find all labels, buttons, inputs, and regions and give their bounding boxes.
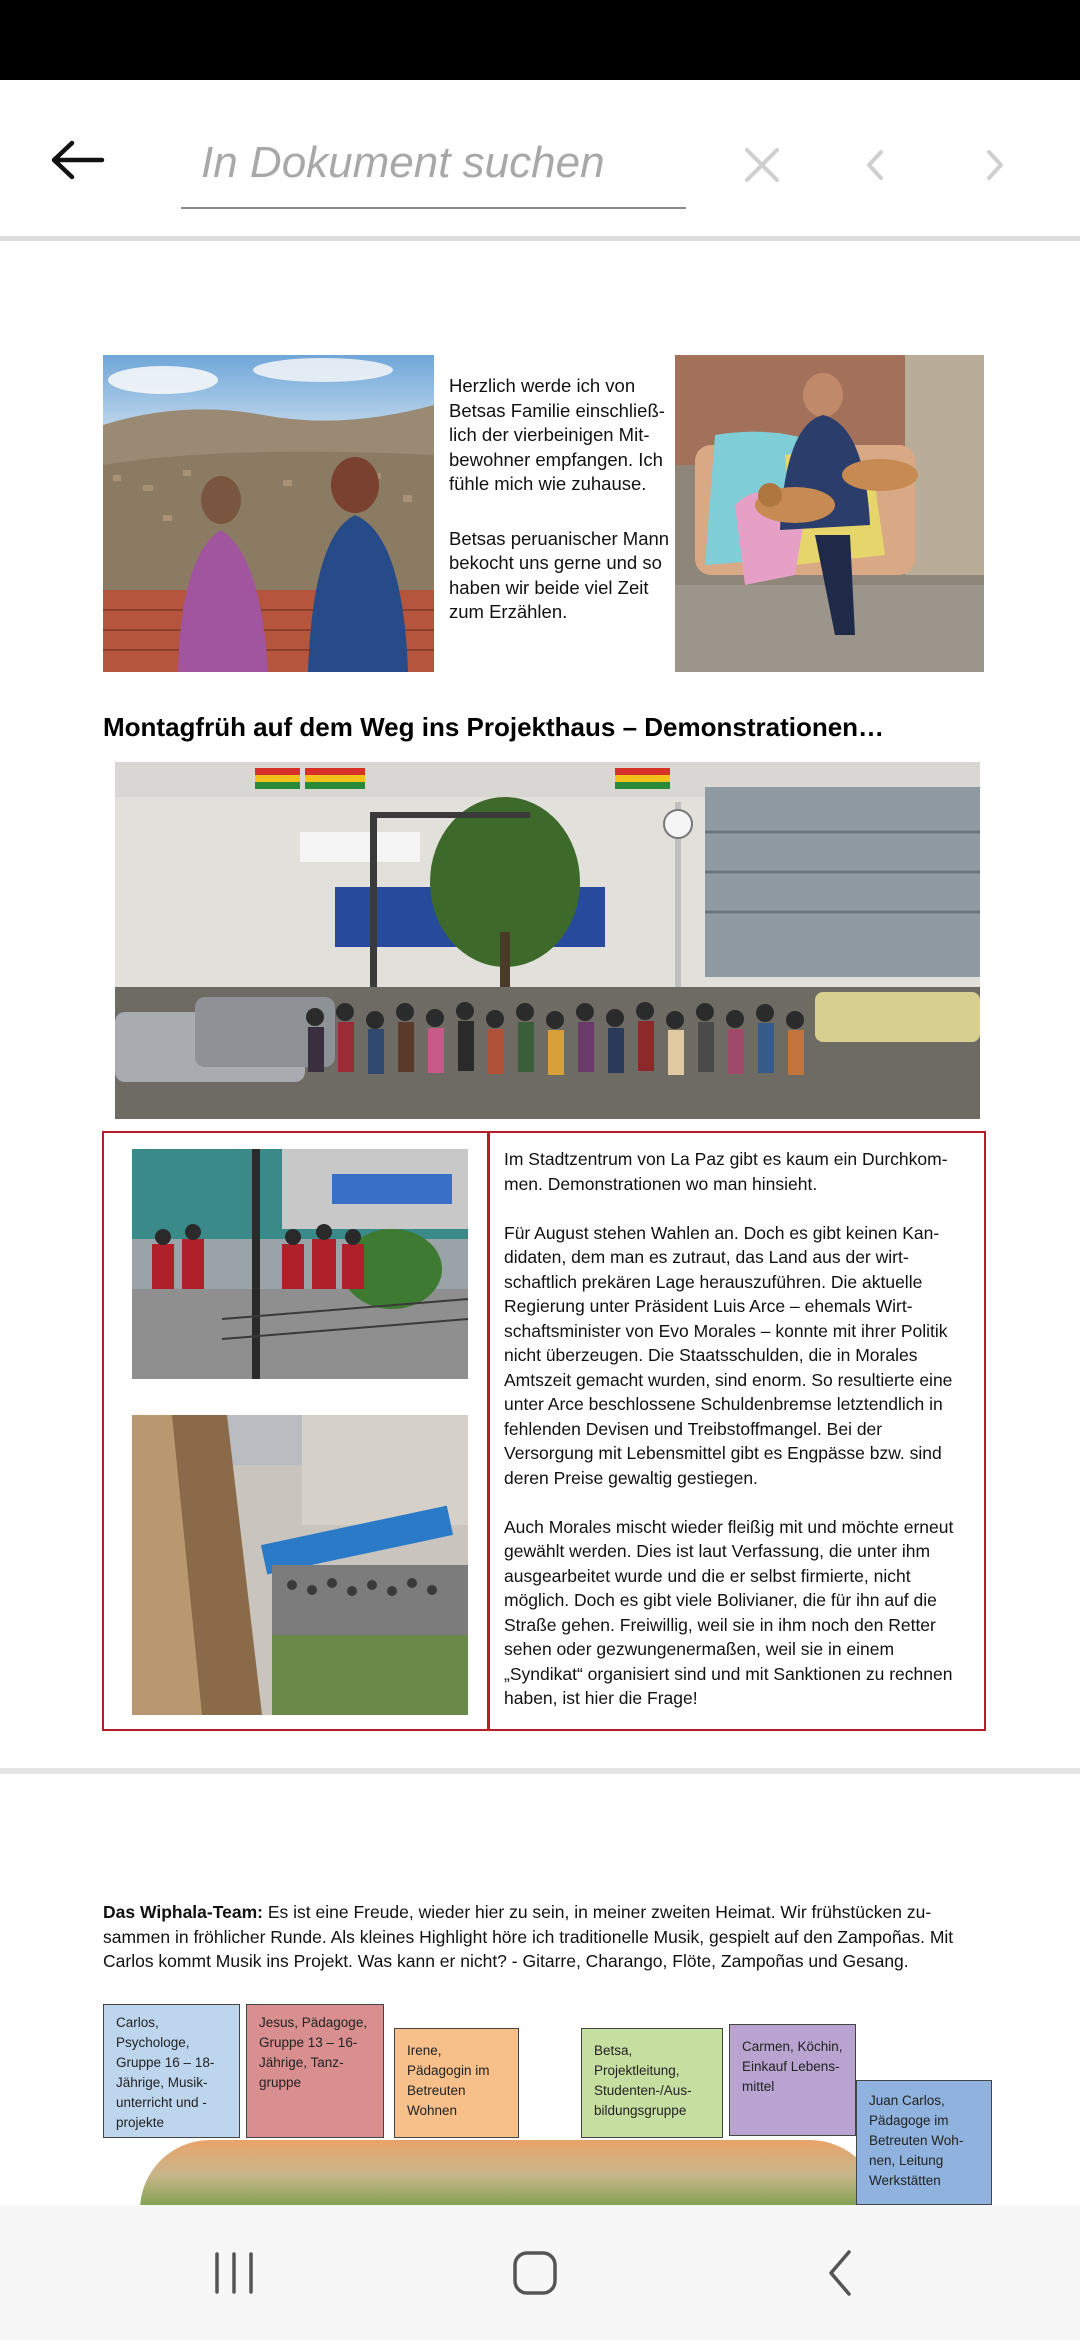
team-member-text: Betsa, Projektleitung, Studenten-/Ausbildungsgruppe [594, 2043, 692, 2118]
intro-paragraph-1: Herzlich werde ich von Betsas Familie einschließlich der vierbeinigen Mitbewohner empfangen. Ich fühle mich wie zuhause. [449, 375, 665, 494]
next-result-button[interactable] [962, 132, 1028, 198]
chevron-left-icon [864, 148, 886, 182]
home-button[interactable] [435, 2205, 635, 2340]
photo-demonstration-street [115, 762, 980, 1119]
section-heading: Montagfrüh auf dem Weg ins Projekthaus – Demonstrationen… [103, 712, 885, 742]
home-icon [511, 2249, 559, 2297]
team-member-card-5 [729, 2024, 856, 2136]
arrow-left-icon [50, 140, 106, 180]
system-back-button[interactable] [740, 2205, 940, 2340]
photo-woman-with-dogs [675, 355, 984, 672]
demonstration-info-box [102, 1131, 986, 1731]
back-button[interactable] [40, 122, 116, 198]
team-member-card-4 [581, 2028, 723, 2138]
team-member-card-6 [856, 2080, 992, 2205]
demonstration-text [504, 1147, 974, 1711]
search-field [181, 124, 686, 209]
box-paragraph-3: Auch Morales mischt wieder fleißig mit und möchte erneut gewählt werden. Dies ist laut Verfassung, die unter ihm ausgearbeitet wurde und die er selbst firmierte, nicht möglich. Doch es gibt viele Bolivianer, die für ihn auf die Straße gehen. Freiwillig, weil sie in ihm noch den Retter sehen oder gezwungenermaßen, weil sie in einem „Syndikat“ organisiert sind und mit Sanktionen zu rechnen haben, ist hier die Frage! [504, 1516, 954, 1708]
clear-search-button[interactable] [729, 132, 795, 198]
team-label: Das Wiphala-Team: [103, 1902, 263, 1922]
team-intro-text [103, 1900, 983, 1974]
team-member-text: Jesus, Pädagoge, Gruppe 13 – 16-Jährige, Tanzgruppe [259, 2015, 368, 2090]
team-member-text: Carmen, Köchin, Einkauf Lebensmittel [742, 2039, 843, 2094]
team-member-text: Irene, Pädagogin im Betreuten Wohnen [407, 2043, 490, 2118]
team-description: Es ist eine Freude, wieder hier zu sein, in meiner zweiten Heimat. Wir frühstücken zusammen in fröhlicher Runde. Als kleines Highlight höre ich traditionelle Musik, gespielt auf den Zampoñas. Mit Carlos kommt Musik ins Projekt. Was kann er nicht? - Gitarre, Charango, Flöte, Zampoñas und Gesang. [103, 1902, 954, 1971]
box-paragraph-1: Im Stadtzentrum von La Paz gibt es kaum ein Durchkommen. Demonstrationen wo man hinsieht. [504, 1149, 948, 1194]
team-member-card-1 [103, 2004, 240, 2138]
recent-apps-icon [211, 2250, 257, 2296]
team-member-card-3 [394, 2028, 519, 2138]
photo-balcony-women [103, 355, 434, 672]
chevron-right-icon [984, 148, 1006, 182]
page-separator [0, 1768, 1080, 1774]
box-divider [487, 1133, 490, 1729]
system-navigation-bar [0, 2205, 1080, 2340]
search-toolbar [0, 80, 1080, 240]
team-member-text: Carlos, Psychologe, Gruppe 16 – 18-Jährige, Musikunterricht und -projekte [116, 2015, 215, 2130]
intro-text [449, 374, 674, 625]
photo-marchers-from-above [132, 1415, 468, 1715]
photo-team-partial [140, 2140, 880, 2210]
status-bar [0, 0, 1080, 80]
close-icon [744, 147, 780, 183]
photo-marchers-red-ponchos [132, 1149, 468, 1379]
team-member-text: Juan Carlos, Pädagoge im Betreuten Wohnen, Leitung Werkstätten [869, 2093, 964, 2188]
search-input[interactable] [201, 130, 681, 196]
box-paragraph-2: Für August stehen Wahlen an. Doch es gibt keinen Kandidaten, dem man es zutraut, das Land aus der wirtschaftlich prekären Lage herauszuführen. Die aktuelle Regierung unter Präsident Luis Arce – ehemals Wirtschaftsminister von Evo Morales – konnte mit ihrer Politik nicht überzeugen. Die Staatsschulden, die in Morales Amtszeit gemacht wurden, sind enorm. So resultierte eine unter Arce beschlossene Schuldenbremse letztendlich in fehlenden Devisen und Treibstoffmangel. Bei der Versorgung mit Lebensmittel gibt es Engpässe bzw. sind deren Preise gewaltig gestiegen. [504, 1222, 953, 1488]
back-icon [825, 2248, 855, 2298]
toolbar-divider [0, 236, 1080, 241]
intro-paragraph-2: Betsas peruanischer Mann bekocht uns gerne und so haben wir beide viel Zeit zum Erzählen. [449, 527, 670, 622]
recent-apps-button[interactable] [134, 2205, 334, 2340]
previous-result-button[interactable] [842, 132, 908, 198]
team-member-card-2 [246, 2004, 384, 2138]
